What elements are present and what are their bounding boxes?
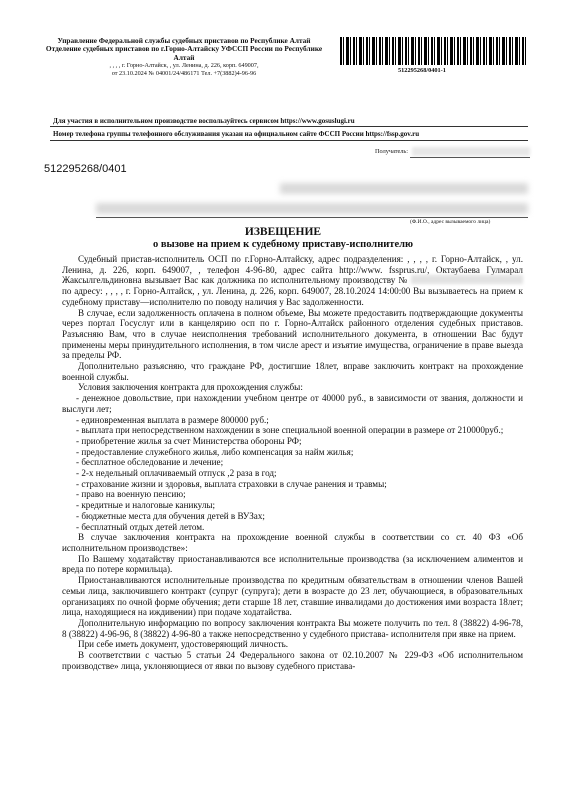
redacted-recipient-address: [96, 203, 528, 214]
header-organization: [38, 37, 330, 77]
divider: [50, 126, 528, 127]
list-item: - кредитные и налоговые каникулы;: [76, 500, 216, 511]
recipient-caption: (Ф.И.О., адрес вызываемого лица): [410, 219, 491, 225]
redacted-receiver: [412, 147, 530, 156]
receiver-label: Получатель:: [375, 148, 409, 155]
document-subtitle: о вызове на прием к судебному приставу-исполнителю: [152, 239, 414, 250]
recipient-line: [96, 217, 528, 218]
paragraph: В соответствии с частью 5 статьи 24 Федерального закона от 02.10.2007 № 229-ФЗ «Об исполнительном производстве» лица, уклоняющиеся от явки по вызову судебного пристава-: [62, 650, 523, 671]
department-address: , , , , г. Горно-Алтайск, , ул. Ленина, д. 226, корп. 649007,: [109, 62, 259, 70]
barcode: [340, 37, 528, 65]
divider: [50, 140, 528, 141]
list-item: - единовременная выплата в размере 800000 руб.;: [76, 414, 269, 425]
paragraph: Приостанавливаются исполнительные производства по кредитным обязательствам в отношении членов Вашей семьи лица, заключившего контракт (супруг (супруга); дети в возрасте до 23 лет, обучающиеся, в образовательных организациях по очной форме обучения; дети старше 18 лет, ставшие инвалидами до достижения ими возраста 18лет; лица, находящиеся на иждивении) при подаче ходатайства.: [62, 575, 523, 618]
paragraph: При себе иметь документ, удостоверяющий личность.: [78, 639, 289, 650]
org-name: Управление Федеральной службы судебных приставов по Республике Алтай: [57, 36, 311, 45]
list-item: - 2-х недельный оплачиваемый отпуск ,2 раза в год;: [76, 468, 277, 479]
gosuslugi-note: Для участия в исполнительном производстве воспользуйтесь сервисом https://www.gosuslugi.ru: [53, 117, 355, 125]
redacted-case-number: [411, 275, 523, 284]
document-number: 512295268/0401: [44, 163, 127, 175]
list-item: - выплата при непосредственном нахождении в зоне специальной военной операции в размере от 210000руб.;: [76, 425, 504, 436]
letter-date-phone: от 23.10.2024 № 04001/24/486171 Тел. +7(3882)4-96-96: [111, 69, 257, 77]
list-item: - денежное довольствие, при нахождении учебном центре от 40000 руб., в зависимости от звания, должности и выслуги лет;: [62, 393, 523, 414]
list-item: - приобретение жилья за счет Министерства обороны РФ;: [76, 435, 302, 446]
receiver-line: [410, 157, 530, 158]
list-item: - предоставление служебного жилья, либо компенсация за найм жилья;: [76, 446, 354, 457]
list-item: - бюджетные места для обучения детей в ВУЗах;: [76, 510, 265, 521]
barcode-number: 512295268/0401-1: [398, 67, 446, 74]
list-item: - бесплатный отдых детей летом.: [76, 521, 205, 532]
list-item: - бесплатное обследование и лечение;: [76, 457, 224, 468]
list-item: - право на военную пенсию;: [76, 489, 186, 500]
paragraph: Дополнительно разъясняю, что граждане РФ, достигшие 18лет, вправе заключить контракт на прохождение военной службы.: [62, 361, 523, 382]
paragraph: В случае заключения контракта на прохождение военной службы в соответствии со ст. 40 ФЗ «Об исполнительном производстве»:: [62, 532, 523, 553]
paragraph: Дополнительную информацию по вопросу заключения контракта Вы можете получить по тел. 8 (38822) 4-96-78, 8 (38822) 4-96-96, 8 (38822) 4-96-80 а также непосредственно у судебного пристава- исполнителя при явке на прием.: [62, 617, 523, 639]
department-name: Отделение судебных приставов по г.Горно-Алтайску УФССП России по Республике Алтай: [45, 44, 323, 62]
paragraph: Условия заключения контракта для прохождения службы:: [78, 382, 303, 393]
phone-note: Номер телефона группы телефонного обслуживания указан на официальном сайте ФССП России https://fssp.gov.ru: [53, 130, 420, 138]
document-body: [62, 254, 523, 671]
paragraph: Судебный пристав-исполнитель ОСП по г.Горно-Алтайску, адрес подразделения: , , , , г. Горно-Алтайск, , ул. Ленина, д. 226, корп. 649007, , телефон 4-96-80, адрес сайта http://www. fssprus.ru/, Октаубаева Гулмарал Жаксылгельдиновна вызывает Вас как должника по исполнительному производству № по адресу: , , , , г. Горно-Алтайск, , ул. Ленина, д. 226, корп. 649007, 28.10.2024 14:00:00 Вы вызываетесь на прием к судебному приставу—исполнителю по поводу наличия у Вас задолженности.: [62, 254, 523, 307]
redacted-recipient-name: [280, 183, 528, 194]
paragraph: По Вашему ходатайству приостанавливаются все исполнительные производства (за исключением алиментов и вреда по потере кормильца).: [62, 553, 523, 575]
list-item: - страхование жизни и здоровья, выплата страховки в случае ранения и травмы;: [76, 478, 387, 489]
document-title: ИЗВЕЩЕНИЕ: [244, 226, 322, 238]
paragraph: В случае, если задолженность оплачена в полном объеме, Вы можете предоставить подтверждающие документы через портал Госуслуг или в канцелярию осп по г. Горно-Алтайск районного отделения судебных приставов. Разъясняю Вам, что в случае неисполнения требований исполнительного документа, в отношении Вас будут применены меры принудительного исполнения, в том числе арест и изъятие имущества, ограничение в праве выезда за пределы РФ.: [62, 307, 523, 361]
